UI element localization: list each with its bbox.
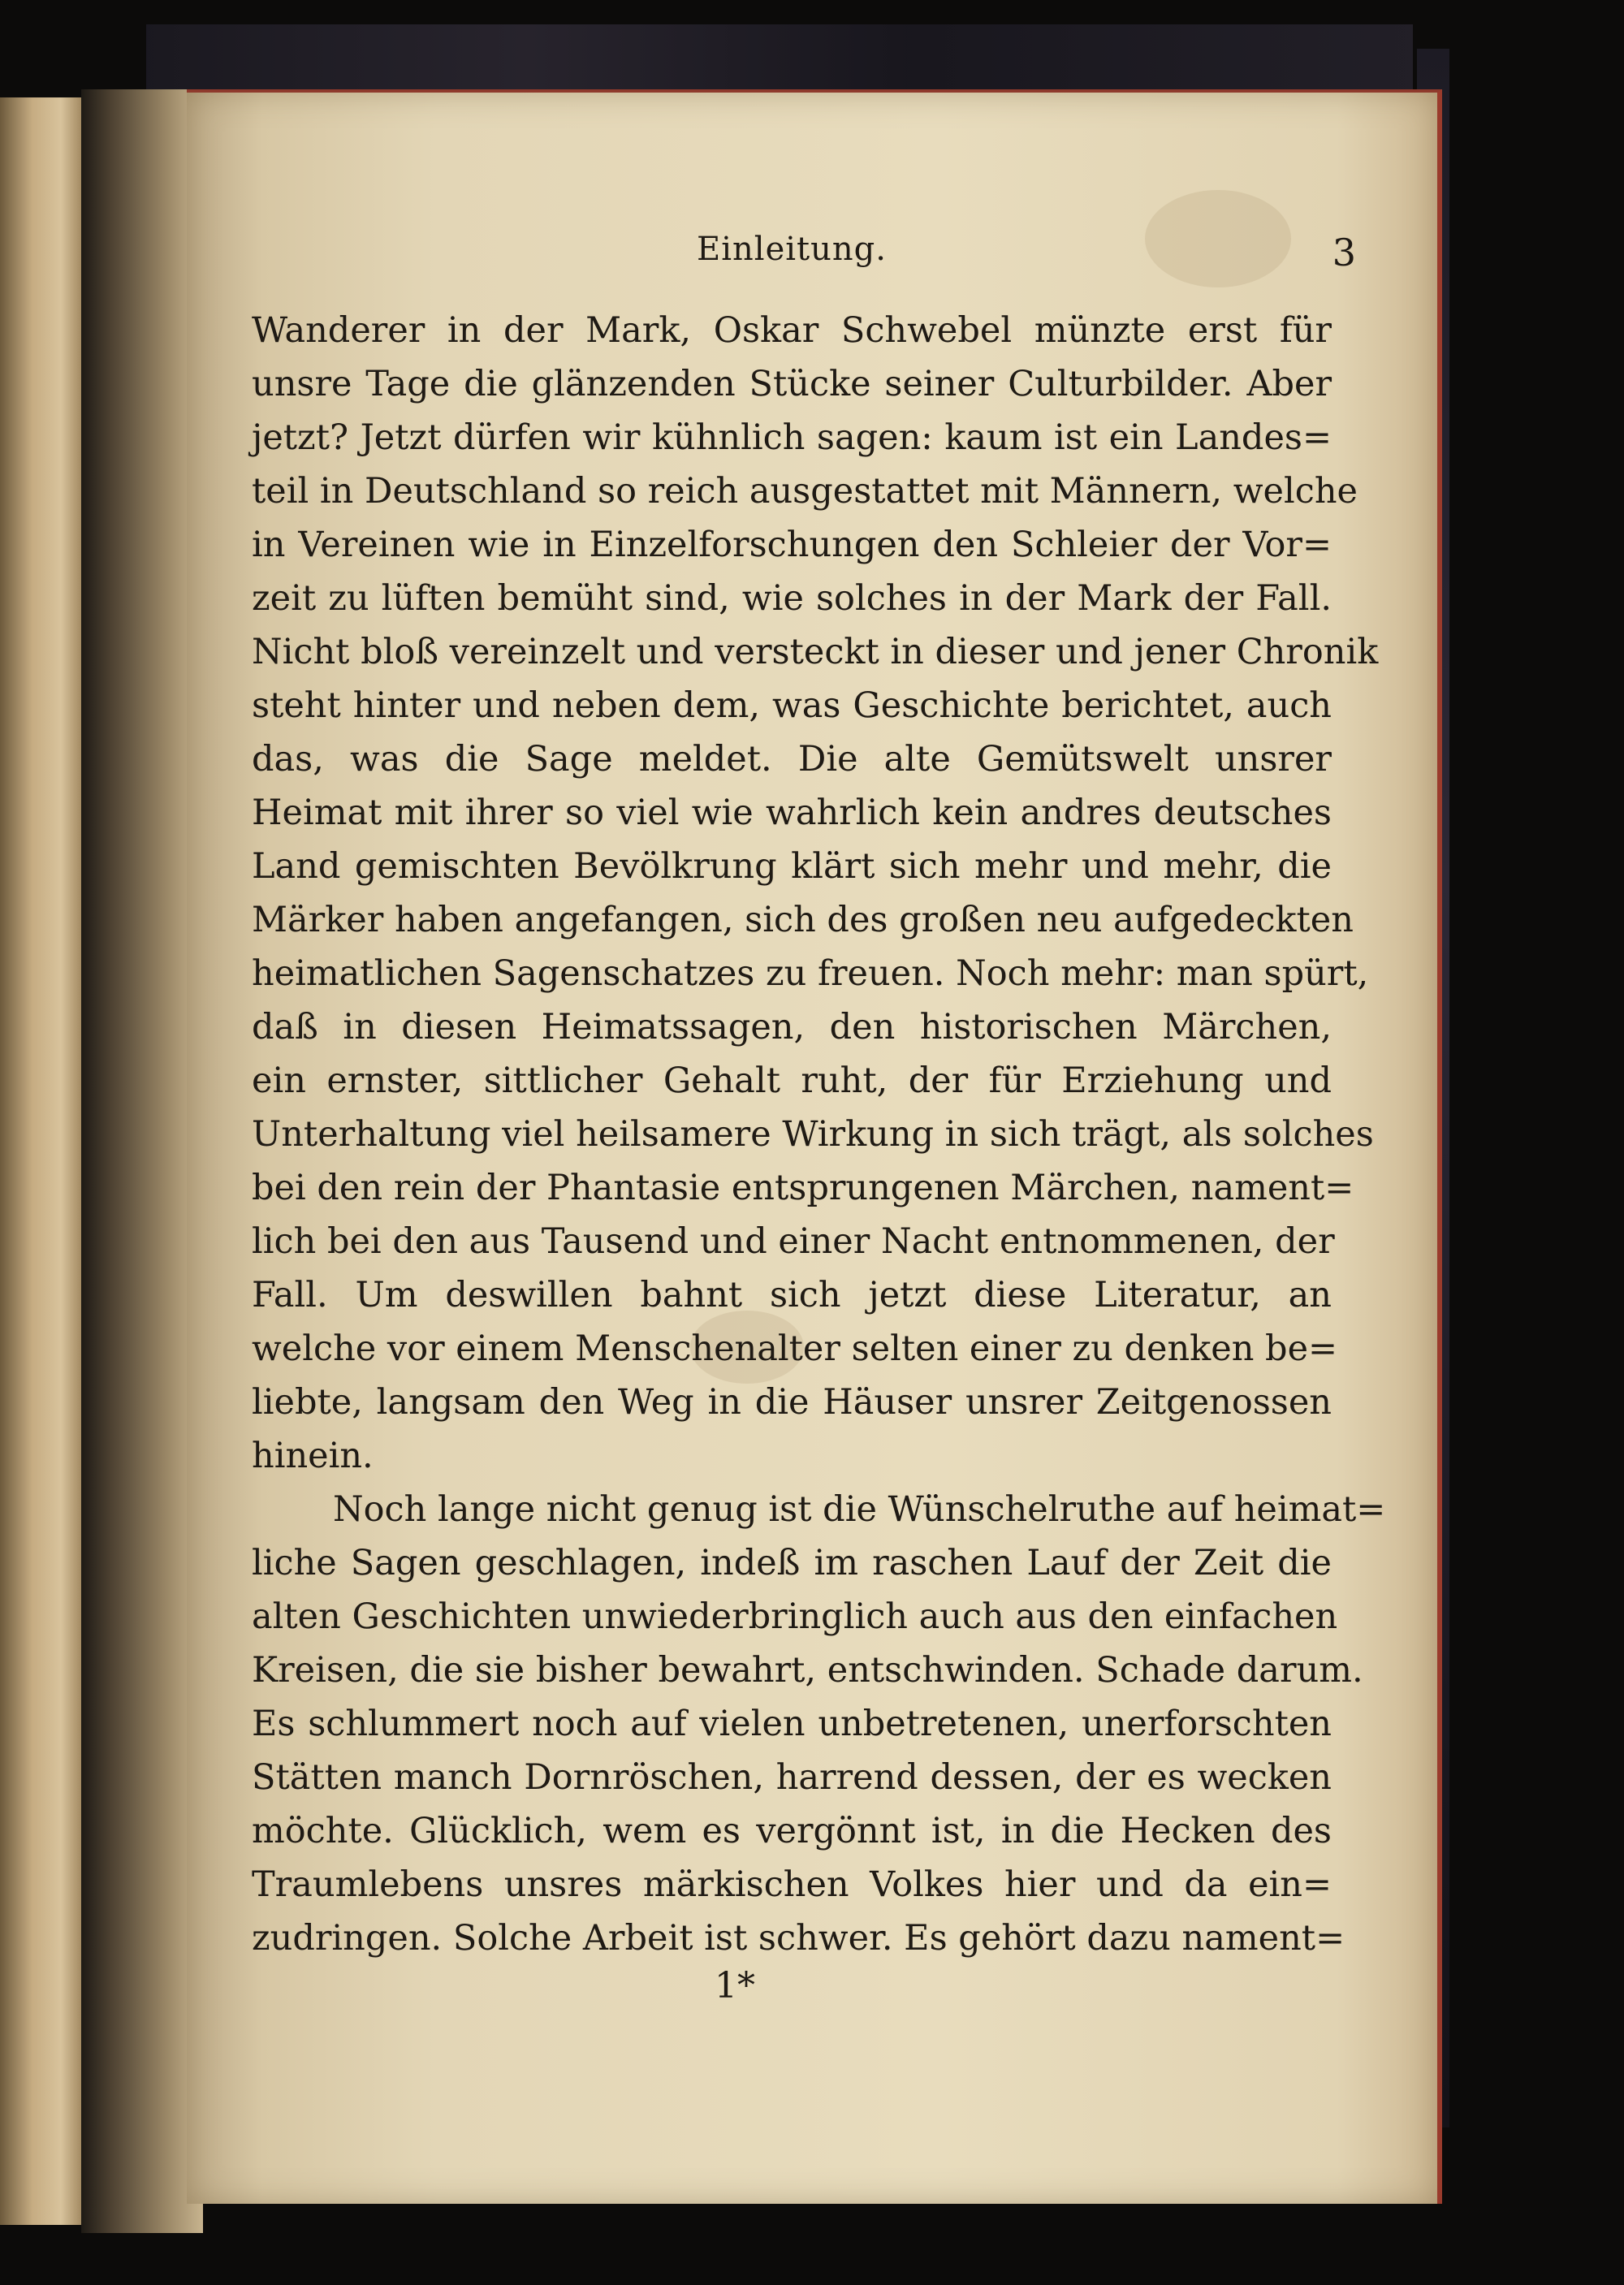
text-line: das, was die Sage meldet. Die alte Gemütswelt unsrer bbox=[252, 739, 1332, 780]
text-line: Stätten manch Dornröschen, harrend dessen, der es wecken bbox=[252, 1757, 1332, 1798]
page-gutter bbox=[81, 89, 203, 2233]
text-line: Nicht bloß vereinzelt und versteckt in dieser und jener Chronik bbox=[252, 632, 1379, 672]
text-line: Unterhaltung viel heilsamere Wirkung in sich trägt, als solches bbox=[252, 1114, 1374, 1155]
text-line: teil in Deutschland so reich ausgestattet mit Männern, welche bbox=[252, 471, 1358, 512]
text-line: liche Sagen geschlagen, indeß im raschen Lauf der Zeit die bbox=[252, 1543, 1332, 1583]
text-line: in Vereinen wie in Einzelforschungen den Schleier der Vor= bbox=[252, 525, 1332, 565]
body-text bbox=[252, 304, 1386, 1965]
text-line: Es schlummert noch auf vielen unbetretenen, unerforschten bbox=[252, 1704, 1332, 1744]
text-line: steht hinter und neben dem, was Geschichte berichtet, auch bbox=[252, 685, 1332, 726]
text-line: jetzt? Jetzt dürfen wir kühnlich sagen: kaum ist ein Landes= bbox=[252, 417, 1332, 458]
text-line: Land gemischten Bevölkrung klärt sich mehr und mehr, die bbox=[252, 846, 1332, 887]
text-line: Kreisen, die sie bisher bewahrt, entschwinden. Schade darum. bbox=[252, 1650, 1363, 1691]
text-line: lich bei den aus Tausend und einer Nacht entnommenen, der bbox=[252, 1221, 1335, 1262]
text-line: zudringen. Solche Arbeit ist schwer. Es gehört dazu nament= bbox=[252, 1918, 1345, 1959]
binding-top-strip bbox=[146, 24, 1413, 89]
text-line: heimatlichen Sagenschatzes zu freuen. Noch mehr: man spürt, bbox=[252, 953, 1369, 994]
text-line: Märker haben angefangen, sich des großen neu aufgedeckten bbox=[252, 900, 1354, 940]
text-line: daß in diesen Heimatssagen, den historischen Märchen, bbox=[252, 1007, 1332, 1047]
left-page-edge bbox=[0, 97, 81, 2225]
text-line: Noch lange nicht genug ist die Wünschelruthe auf heimat= bbox=[333, 1489, 1386, 1530]
text-line: zeit zu lüften bemüht sind, wie solches in der Mark der Fall. bbox=[252, 578, 1332, 619]
text-line: Wanderer in der Mark, Oskar Schwebel münzte erst für bbox=[252, 310, 1332, 351]
running-head bbox=[252, 231, 1356, 287]
text-line: ein ernster, sittlicher Gehalt ruht, der für Erziehung und bbox=[252, 1060, 1332, 1101]
header-title: Einleitung. bbox=[697, 231, 887, 268]
text-line: Heimat mit ihrer so viel wie wahrlich kein andres deutsches bbox=[252, 793, 1332, 833]
page-number: 3 bbox=[1332, 231, 1356, 274]
text-line: möchte. Glücklich, wem es vergönnt ist, in die Hecken des bbox=[252, 1811, 1332, 1851]
text-line: Fall. Um deswillen bahnt sich jetzt diese Literatur, an bbox=[252, 1275, 1332, 1315]
signature-mark: 1* bbox=[715, 1965, 755, 2006]
text-line: alten Geschichten unwiederbringlich auch aus den einfachen bbox=[252, 1596, 1338, 1637]
text-line: hinein. bbox=[252, 1436, 374, 1476]
text-line: unsre Tage die glänzenden Stücke seiner Culturbilder. Aber bbox=[252, 364, 1332, 404]
text-line: Traumlebens unsres märkischen Volkes hier und da ein= bbox=[252, 1864, 1332, 1905]
book-page bbox=[187, 89, 1442, 2204]
text-line: bei den rein der Phantasie entsprungenen Märchen, nament= bbox=[252, 1168, 1354, 1208]
text-line: liebte, langsam den Weg in die Häuser unsrer Zeitgenossen bbox=[252, 1382, 1332, 1423]
text-line: welche vor einem Menschenalter selten einer zu denken be= bbox=[252, 1328, 1338, 1369]
page-content bbox=[252, 231, 1386, 1965]
